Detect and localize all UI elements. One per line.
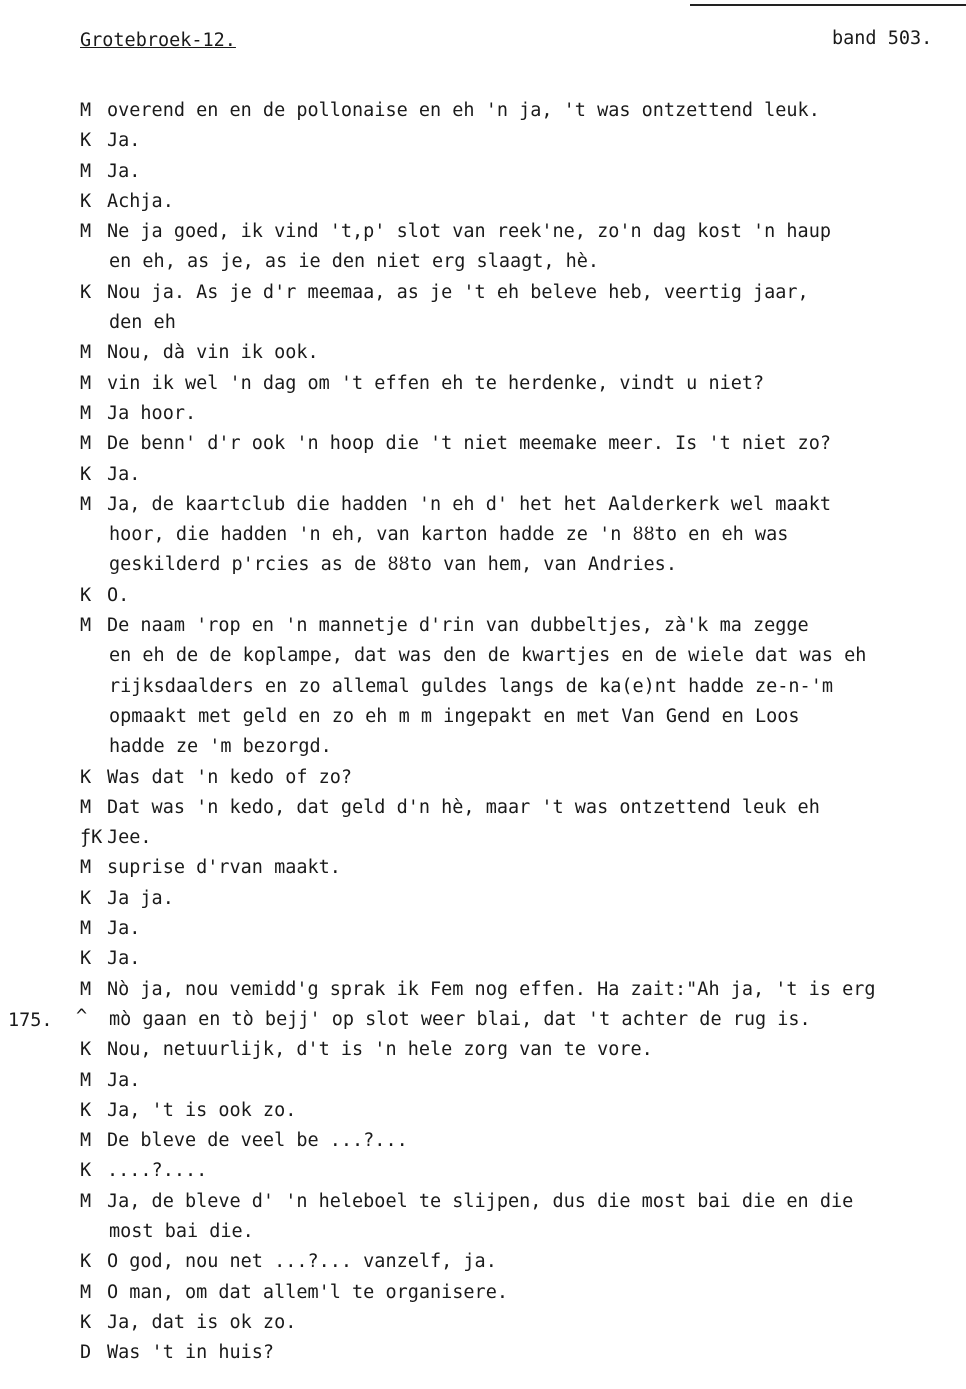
utterance — [107, 369, 960, 399]
utterance — [107, 338, 960, 368]
speaker-label: M — [80, 1069, 92, 1091]
utterance — [107, 944, 960, 974]
utterance-line: overend en en de pollonaise en eh 'n ja, 't was ontzettend leuk. — [107, 100, 820, 121]
dialogue-turn — [80, 1156, 960, 1186]
utterance — [107, 763, 960, 793]
utterance-line: De naam 'rop en 'n mannetje d'rin van dubbeltjes, zà'k ma zegge — [107, 615, 809, 637]
utterance — [107, 157, 960, 187]
dialogue-turn — [80, 157, 960, 187]
speaker-label: M — [80, 1281, 92, 1303]
insertion-caret: ^ — [76, 1006, 88, 1027]
utterance — [107, 1278, 960, 1308]
utterance — [107, 1096, 960, 1126]
dialogue-turn — [80, 126, 960, 156]
utterance-line: Ja, de bleve d' 'n heleboel te slijpen, dus die most bai die en die — [107, 1190, 854, 1212]
speaker-label: K — [80, 1160, 92, 1182]
utterance — [107, 1066, 960, 1096]
speaker-label: K — [80, 887, 92, 909]
utterance — [107, 1126, 960, 1156]
dialogue-turn — [80, 217, 960, 278]
speaker-label: M — [80, 402, 92, 424]
dialogue-turn — [80, 429, 960, 459]
speaker-label: M — [80, 100, 92, 121]
dialogue-turn — [80, 1187, 960, 1248]
utterance — [107, 1247, 960, 1277]
utterance — [107, 581, 960, 611]
dialogue-turn — [80, 96, 960, 126]
utterance-line: O man, om dat allem'l te organisere. — [107, 1281, 508, 1303]
utterance-line: O. — [107, 584, 130, 606]
dialogue-turn — [80, 1126, 960, 1156]
utterance-line: Ja ja. — [107, 887, 174, 909]
utterance-line: Nò ja, nou vemidd'g sprak ik Fem nog effen. Ha zait:"Ah ja, 't is erg — [107, 978, 876, 1000]
speaker-label: M — [80, 615, 92, 637]
dialogue-turn — [80, 369, 960, 399]
utterance-line: Achja. — [107, 190, 174, 212]
dialogue-turn — [80, 975, 960, 1036]
utterance-line: den eh — [109, 312, 176, 334]
utterance-line: Ja. — [107, 918, 141, 940]
speaker-label: M — [80, 1190, 92, 1212]
utterance — [107, 187, 960, 217]
utterance — [107, 1156, 960, 1186]
speaker-label: K — [80, 1039, 92, 1061]
speaker-label: K — [80, 1099, 92, 1121]
dialogue-turn — [80, 187, 960, 217]
utterance-line: en eh, as je, as ie den niet erg slaagt, hè. — [109, 251, 600, 273]
utterance — [107, 429, 960, 459]
dialogue-turn — [80, 1338, 960, 1368]
speaker-label: K — [80, 190, 92, 212]
utterance-line: Ja. — [107, 1069, 141, 1091]
utterance — [107, 278, 960, 339]
dialogue-turn — [80, 853, 960, 883]
utterance — [107, 914, 960, 944]
dialogue-turn — [80, 793, 960, 823]
utterance-line: hoor, die hadden 'n eh, van karton hadde ze 'n ȣȣto en eh was — [109, 524, 789, 546]
utterance-line: Was dat 'n kedo of zo? — [107, 766, 353, 788]
line-number: 175. — [8, 1010, 53, 1031]
speaker-label: D — [80, 1342, 92, 1364]
dialogue-turn — [80, 611, 960, 762]
utterance — [107, 399, 960, 429]
dialogue-turn — [80, 944, 960, 974]
utterance-line: Ja, 't is ook zo. — [107, 1099, 297, 1121]
utterance-line: mò gaan en tò bejj' op slot weer blai, dat 't achter de rug is. — [109, 1008, 811, 1030]
dialogue-turn — [80, 884, 960, 914]
utterance-line: De bleve de veel be ...?... — [107, 1130, 408, 1152]
speaker-label: M — [80, 857, 92, 879]
utterance-line: ....?.... — [107, 1160, 208, 1182]
utterance-line: O god, nou net ...?... vanzelf, ja. — [107, 1251, 497, 1273]
speaker-label: K — [80, 1311, 92, 1333]
dialogue-turn — [80, 763, 960, 793]
utterance-line: Ja, de kaartclub die hadden 'n eh d' het het Aalderkerk wel maakt — [107, 493, 831, 515]
utterance-line: De benn' d'r ook 'n hoop die 't niet meemake meer. Is 't niet zo? — [107, 433, 831, 455]
utterance-line: most bai die. — [109, 1220, 254, 1242]
utterance-line: en eh de de koplampe, dat was den de kwartjes en de wiele dat was eh — [109, 645, 867, 667]
utterance — [107, 217, 960, 278]
speaker-label: K — [80, 766, 92, 788]
utterance-line: Ja. — [107, 130, 141, 152]
utterance-line: Ja. — [107, 160, 141, 182]
utterance — [107, 853, 960, 883]
dialogue-turn — [80, 490, 960, 581]
header-rule — [690, 4, 966, 6]
utterance — [107, 1035, 960, 1065]
utterance — [107, 823, 960, 853]
dialogue-turn — [80, 1308, 960, 1338]
utterance-line: Ne ja goed, ik vind 't,p' slot van reek'ne, zo'n dag kost 'n haup — [107, 221, 831, 243]
dialogue-turn — [80, 278, 960, 339]
speaker-label: ƒK — [80, 827, 103, 849]
utterance — [107, 1338, 960, 1368]
utterance-line: Ja. — [107, 463, 141, 485]
dialogue-turn — [80, 338, 960, 368]
document-title: Grotebroek-12. — [80, 30, 236, 51]
speaker-label: K — [80, 584, 92, 606]
utterance — [107, 490, 960, 581]
utterance — [107, 611, 960, 762]
utterance — [107, 460, 960, 490]
dialogue-turn — [80, 399, 960, 429]
dialogue-turn — [80, 914, 960, 944]
dialogue-turn — [80, 1035, 960, 1065]
utterance-line: hadde ze 'm bezorgd. — [109, 736, 332, 758]
speaker-label: M — [80, 342, 92, 364]
utterance-line: geskilderd p'rcies as de ȣȣto van hem, van Andries. — [109, 554, 677, 576]
speaker-label: M — [80, 493, 92, 515]
dialogue-turn — [80, 581, 960, 611]
speaker-label: K — [80, 1251, 92, 1273]
speaker-label: M — [80, 433, 92, 455]
dialogue-turn — [80, 1247, 960, 1277]
dialogue-turn — [80, 823, 960, 853]
dialogue-turn — [80, 1066, 960, 1096]
utterance — [107, 126, 960, 156]
utterance — [107, 96, 960, 126]
utterance-line: Was 't in huis? — [107, 1342, 275, 1364]
speaker-label: M — [80, 918, 92, 940]
utterance-line: Nou ja. As je d'r meemaa, as je 't eh beleve heb, veertig jaar, — [107, 281, 809, 303]
dialogue-transcript — [80, 96, 960, 1368]
speaker-label: M — [80, 796, 92, 818]
speaker-label: K — [80, 281, 92, 303]
utterance — [107, 1308, 960, 1338]
utterance — [107, 793, 960, 823]
band-number: band 503. — [832, 28, 933, 49]
speaker-label: M — [80, 160, 92, 182]
utterance-line: suprise d'rvan maakt. — [107, 857, 341, 879]
speaker-label: M — [80, 221, 92, 243]
speaker-label: K — [80, 948, 92, 970]
speaker-label: M — [80, 372, 92, 394]
utterance-line: Nou, netuurlijk, d't is 'n hele zorg van te vore. — [107, 1039, 653, 1061]
utterance-line: Jee. — [107, 827, 152, 849]
dialogue-turn — [80, 460, 960, 490]
utterance-line: rijksdaalders en zo allemal guldes langs de ka(e)nt hadde ze-n-'m — [109, 675, 833, 697]
speaker-label: K — [80, 130, 92, 152]
utterance-line: Nou, dà vin ik ook. — [107, 342, 319, 364]
utterance-line: opmaakt met geld en zo eh m m ingepakt en met Van Gend en Loos — [109, 705, 800, 727]
speaker-label: M — [80, 978, 92, 1000]
utterance-line: Dat was 'n kedo, dat geld d'n hè, maar 't was ontzettend leuk eh — [107, 796, 820, 818]
dialogue-turn — [80, 1096, 960, 1126]
utterance-line: Ja, dat is ok zo. — [107, 1311, 297, 1333]
utterance-line: vin ik wel 'n dag om 't effen eh te herdenke, vindt u niet? — [107, 372, 765, 394]
utterance-line: Ja. — [107, 948, 141, 970]
utterance — [107, 1187, 960, 1248]
speaker-label: K — [80, 463, 92, 485]
utterance-line: Ja hoor. — [107, 402, 197, 424]
dialogue-turn — [80, 1278, 960, 1308]
speaker-label: M — [80, 1130, 92, 1152]
utterance — [107, 884, 960, 914]
utterance — [107, 975, 960, 1036]
